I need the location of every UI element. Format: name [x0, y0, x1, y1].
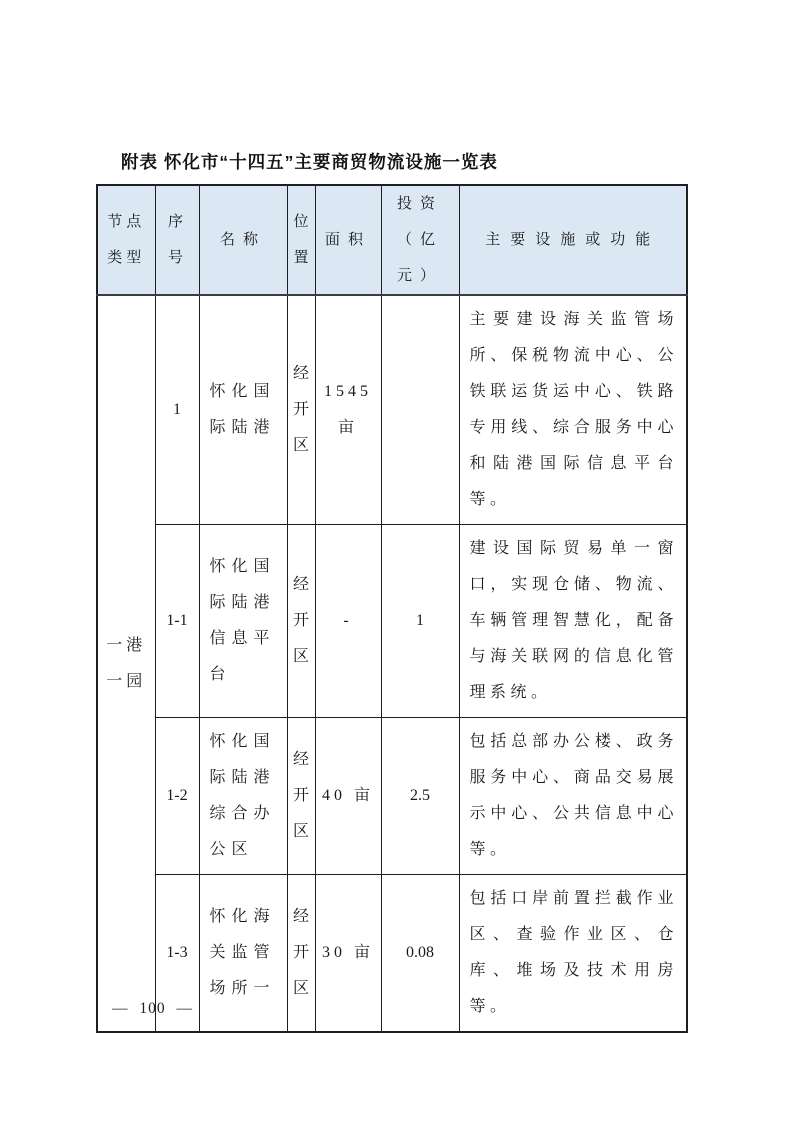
cell-name: 怀化海关监管场所一 — [199, 875, 287, 1033]
node-type-cell — [97, 295, 155, 1032]
col-header-area: 面积 — [315, 185, 381, 295]
cell-description: 包括口岸前置拦截作业区、查验作业区、仓库、堆场及技术用房等。 — [459, 875, 687, 1033]
cell-area: 1545亩 — [315, 295, 381, 525]
page-title: 附表 怀化市“十四五”主要商贸物流设施一览表 — [121, 152, 498, 172]
cell-area: - — [315, 525, 381, 718]
cell-investment: 2.5 — [381, 718, 459, 875]
cell-description: 建设国际贸易单一窗口，实现仓储、物流、车辆管理智慧化，配备与海关联网的信息化管理系统。 — [459, 525, 687, 718]
cell-description: 包括总部办公楼、政务服务中心、商品交易展示中心、公共信息中心等。 — [459, 718, 687, 875]
cell-investment: 0.08 — [381, 875, 459, 1033]
cell-name: 怀化国际陆港信息平台 — [199, 525, 287, 718]
cell-area: 40 亩 — [315, 718, 381, 875]
cell-seq: 1-3 — [155, 875, 199, 1033]
col-header-facilities: 主要设施或功能 — [459, 185, 687, 295]
cell-area: 30 亩 — [315, 875, 381, 1033]
col-header-node-type: 节点类型 — [97, 185, 155, 295]
cell-seq: 1 — [155, 295, 199, 525]
cell-location: 经开区 — [287, 875, 315, 1033]
cell-name: 怀化国际陆港综合办公区 — [199, 718, 287, 875]
facilities-table — [96, 184, 688, 1033]
cell-name: 怀化国际陆港 — [199, 295, 287, 525]
table-header-row — [97, 185, 687, 295]
cell-seq: 1-2 — [155, 718, 199, 875]
table-row — [97, 718, 687, 875]
page-number: — 100 — — [112, 1000, 193, 1017]
node-type-label: 一港一园 — [106, 636, 147, 690]
cell-location: 经开区 — [287, 295, 315, 525]
cell-location: 经开区 — [287, 525, 315, 718]
cell-investment — [381, 295, 459, 525]
col-header-name: 名称 — [199, 185, 287, 295]
cell-investment: 1 — [381, 525, 459, 718]
col-header-seq: 序号 — [155, 185, 199, 295]
cell-seq: 1-1 — [155, 525, 199, 718]
cell-location: 经开区 — [287, 718, 315, 875]
col-header-investment: 投资（亿元） — [381, 185, 459, 295]
cell-description: 主要建设海关监管场所、保税物流中心、公铁联运货运中心、铁路专用线、综合服务中心和陆港国际信息平台等。 — [459, 295, 687, 525]
col-header-location: 位置 — [287, 185, 315, 295]
table-row — [97, 525, 687, 718]
table-row — [97, 295, 687, 525]
